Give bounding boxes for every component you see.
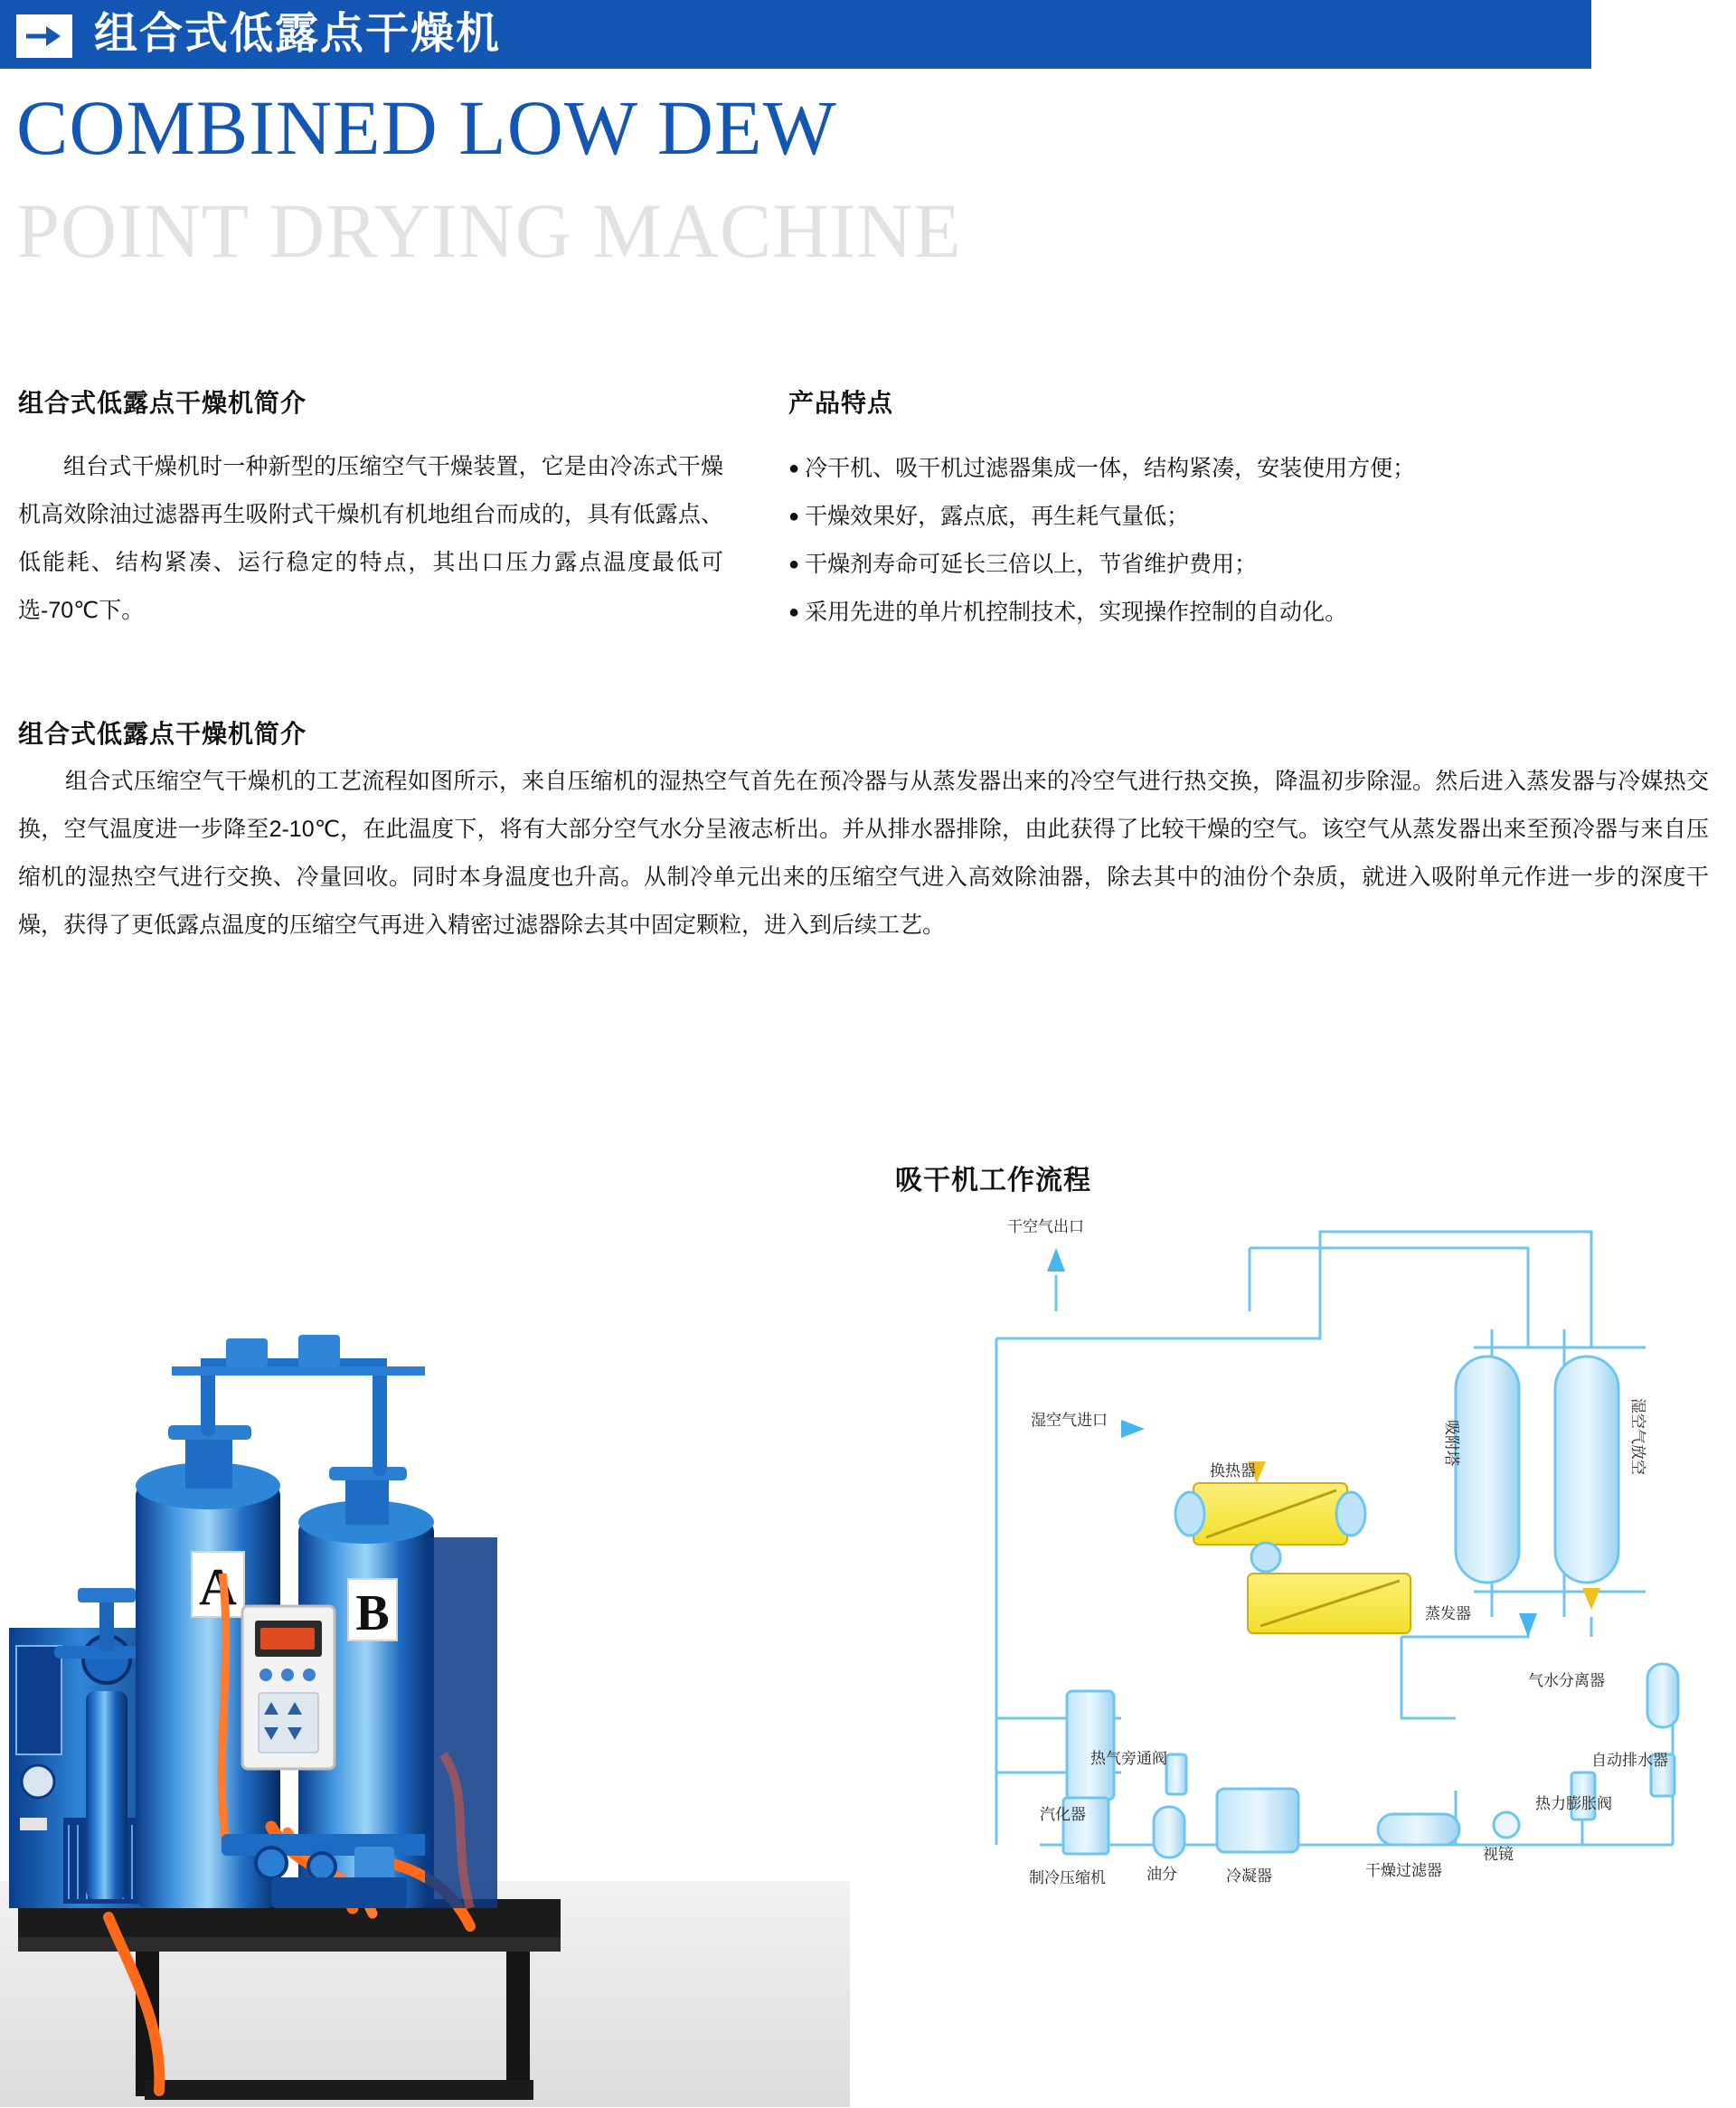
page-title: 组合式低露点干燥机 xyxy=(94,10,502,58)
flow-diagram xyxy=(895,1212,1709,1935)
label-wet-air-inlet: 湿空气进口 xyxy=(1031,1412,1108,1429)
list-item-label: 干燥效果好，露点底，再生耗气量低； xyxy=(805,504,1190,529)
intro-body: 组台式干燥机时一种新型的压缩空气干燥装置，它是由冷冻式干燥机高效除油过滤器再生吸附式干燥机有机地组台而成的，具有低露点、低能耗、结构紧凑、运行稳定的特点，其出口压力露点温度最低可选-70℃下。 xyxy=(18,454,723,623)
list-item xyxy=(788,541,1548,589)
list-item-label: 采用先进的单片机控制技术，实现操作控制的自动化。 xyxy=(805,600,1348,625)
label-evaporator: 蒸发器 xyxy=(1425,1605,1471,1622)
bullet-icon: ● xyxy=(788,458,800,478)
process-heading: 组合式低露点干燥机简介 xyxy=(18,720,307,748)
bullet-icon: ● xyxy=(788,506,800,526)
title-english-line2: POINT DRYING MACHINE xyxy=(16,187,962,274)
intro-heading: 组合式低露点干燥机简介 xyxy=(18,389,307,417)
list-item xyxy=(788,445,1548,493)
bullet-icon: ● xyxy=(788,602,800,622)
label-water-separator: 气水分离器 xyxy=(1528,1672,1605,1689)
list-item xyxy=(788,493,1548,541)
list-item-label: 干燥剂寿命可延长三倍以上，节省维护费用； xyxy=(805,552,1258,577)
combined-dryer-photo xyxy=(0,1067,850,2107)
intro-section xyxy=(18,383,723,635)
label-auto-drain: 自动排水器 xyxy=(1591,1752,1668,1769)
label-oil-separator: 油分 xyxy=(1146,1866,1177,1883)
label-sight-glass: 视镜 xyxy=(1483,1846,1514,1863)
list-item-label: 冷干机、吸干机过滤器集成一体，结构紧凑，安装使用方便； xyxy=(805,456,1416,481)
label-adsorption-tower: 吸附塔 xyxy=(1443,1420,1460,1466)
list-item xyxy=(788,589,1548,637)
label-hot-gas-bypass-valve: 热气旁通阀 xyxy=(1090,1750,1167,1767)
label-vaporizer-2: 汽化器 xyxy=(1040,1806,1086,1823)
label-dry-air-outlet: 干空气出口 xyxy=(1007,1218,1084,1235)
bullet-icon: ● xyxy=(788,554,800,574)
label-refrigeration-compressor: 制冷压缩机 xyxy=(1029,1869,1106,1886)
label-dry-filter: 干燥过滤器 xyxy=(1365,1862,1442,1879)
flow-diagram-title: 吸干机工作流程 xyxy=(895,1166,1091,1196)
arrow-right-icon xyxy=(14,13,74,60)
label-heat-exchanger: 换热器 xyxy=(1210,1462,1256,1479)
svg-text:B: B xyxy=(355,1585,390,1641)
features-list xyxy=(788,445,1548,637)
features-section xyxy=(788,383,1548,637)
features-heading: 产品特点 xyxy=(788,389,894,417)
label-condenser: 冷凝器 xyxy=(1226,1867,1272,1885)
label-wet-air-vent: 湿空气放空 xyxy=(1629,1398,1646,1475)
title-english-line1: COMBINED LOW DEW xyxy=(16,84,837,171)
svg-text:A: A xyxy=(199,1557,237,1616)
label-thermal-expansion-valve: 热力膨胀阀 xyxy=(1535,1795,1612,1812)
process-body: 组合式压缩空气干燥机的工艺流程如图所示，来自压缩机的湿热空气首先在预冷器与从蒸发器出来的冷空气进行热交换，降温初步除湿。然后进入蒸发器与冷媒热交换，空气温度进一步降至2-10℃，在此温度下，将有大部分空气水分呈液志析出。并从排水器排除，由此获得了比较干燥的空气。该空气从蒸发器出来至预冷器与来自压缩机的湿热空气进行交换、冷量回收。同时本身温度也升高。从制冷单元出来的压缩空气进入高效除油器，除去其中的油份个杂质，就进入吸附单元作进一步的深度干燥，获得了更低露点温度的压缩空气再进入精密过滤器除去其中固定颗粒，进入到后续工艺。 xyxy=(18,769,1709,938)
